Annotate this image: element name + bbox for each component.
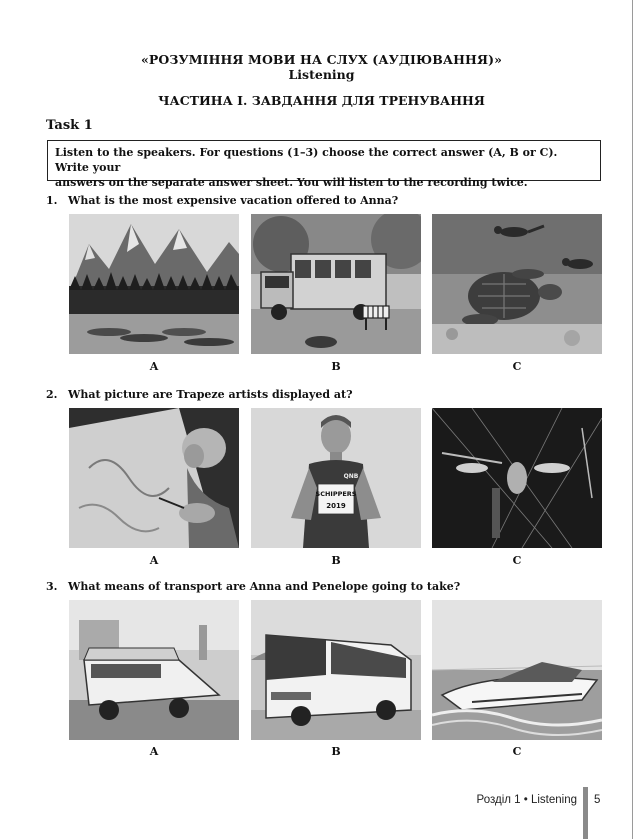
coach-bus-image[interactable] xyxy=(251,600,421,740)
safari-truck-zebras-image[interactable] xyxy=(251,214,421,354)
option-label-3a: A xyxy=(149,745,159,758)
instructions-box xyxy=(47,140,601,189)
woman-painting-canvas-image[interactable] xyxy=(69,408,239,548)
option-label-2a: A xyxy=(149,554,159,567)
duck-boat-graphic xyxy=(69,600,239,740)
option-label-2b: B xyxy=(331,554,341,567)
option-label-1b: B xyxy=(331,360,341,373)
option-label-1a: A xyxy=(149,360,159,373)
option-label-2c: C xyxy=(512,554,522,567)
speedboat-image[interactable] xyxy=(432,600,602,740)
trapeze-artists-image[interactable] xyxy=(432,408,602,548)
athlete-bib-number: 2019 xyxy=(326,502,346,510)
page-title: «РОЗУМІННЯ МОВИ НА СЛУХ (АУДІЮВАННЯ)» xyxy=(140,52,503,67)
option-label-1c: C xyxy=(512,360,522,373)
question-3 xyxy=(46,580,460,593)
question-1 xyxy=(46,194,398,207)
task-title: Task 1 xyxy=(46,118,93,133)
part-title: ЧАСТИНА І. ЗАВДАННЯ ДЛЯ ТРЕНУВАННЯ xyxy=(158,93,485,108)
option-label-3b: B xyxy=(331,745,341,758)
athlete-bib-name: SCHIPPERS xyxy=(315,490,357,498)
coach-bus-graphic xyxy=(251,600,421,740)
scuba-divers-sea-turtle-image[interactable] xyxy=(432,214,602,354)
question-text: What is the most expensive vacation offered to Anna? xyxy=(68,194,399,207)
question-number: 3. xyxy=(46,580,58,593)
athlete-graphic xyxy=(251,408,421,548)
footer-divider xyxy=(583,787,588,839)
speedboat-graphic xyxy=(432,600,602,740)
footer-section: Розділ 1 • Listening xyxy=(476,794,577,806)
option-label-3c: C xyxy=(512,745,522,758)
page-subtitle: Listening xyxy=(288,67,355,82)
sea-turtle-graphic xyxy=(432,214,602,354)
question-number: 1. xyxy=(46,194,58,207)
question-2 xyxy=(46,388,353,401)
painter-graphic xyxy=(69,408,239,548)
question-text: What picture are Trapeze artists displayed at? xyxy=(68,388,353,401)
athlete-sponsor: QNB xyxy=(343,473,359,480)
question-text: What means of transport are Anna and Penelope going to take? xyxy=(68,580,461,593)
page-number: 5 xyxy=(594,794,601,806)
question-number: 2. xyxy=(46,388,58,401)
amphibious-duck-boat-image[interactable] xyxy=(69,600,239,740)
instructions-line-1: Listen to the speakers. For questions (1–3) choose the correct answer (A, B or C). Write your xyxy=(55,146,558,174)
mountain-lake-graphic xyxy=(69,214,239,354)
trapeze-graphic xyxy=(432,408,602,548)
instructions-line-2: answers on the separate answer sheet. You will listen to the recording twice. xyxy=(55,176,528,189)
female-athlete-image[interactable] xyxy=(251,408,421,548)
mountain-lake-canoes-image[interactable] xyxy=(69,214,239,354)
safari-truck-graphic xyxy=(251,214,421,354)
